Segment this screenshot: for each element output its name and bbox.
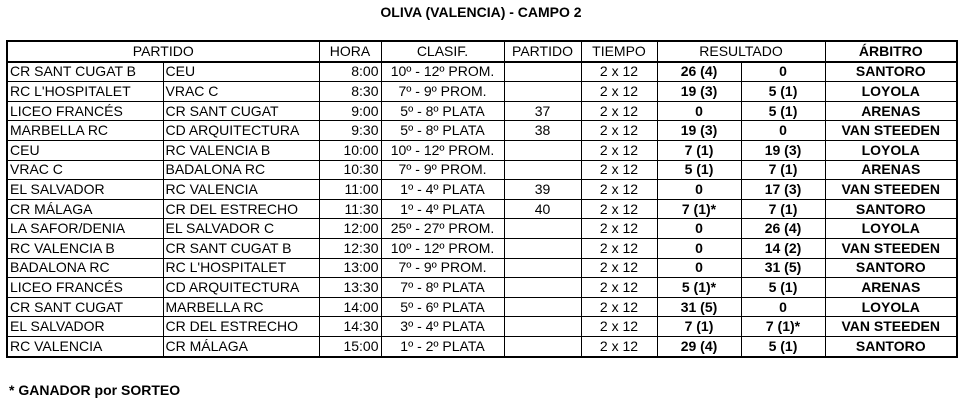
table-row: [7, 82, 957, 102]
arbitro-cell: SANTORO: [825, 258, 957, 278]
partido-num-cell: [504, 317, 581, 337]
team2-cell: EL SALVADOR C: [163, 219, 319, 239]
score1-cell: 26 (4): [657, 62, 741, 82]
team1-cell: BADALONA RC: [7, 258, 163, 278]
score1-cell: 0: [657, 101, 741, 121]
clasif-cell: 10º - 12º PROM.: [381, 62, 504, 82]
tiempo-cell: 2 x 12: [581, 219, 657, 239]
header-clasif: CLASIF.: [381, 41, 504, 62]
header-hora: HORA: [319, 41, 381, 62]
tiempo-cell: 2 x 12: [581, 82, 657, 102]
team2-cell: VRAC C: [163, 82, 319, 102]
tiempo-cell: 2 x 12: [581, 180, 657, 200]
header-partido: PARTIDO: [7, 41, 319, 62]
team1-cell: CEU: [7, 140, 163, 160]
team2-cell: CD ARQUITECTURA: [163, 278, 319, 298]
team2-cell: RC L'HOSPITALET: [163, 258, 319, 278]
header-tiempo: TIEMPO: [581, 41, 657, 62]
arbitro-cell: LOYOLA: [825, 219, 957, 239]
clasif-cell: 7º - 9º PROM.: [381, 258, 504, 278]
team2-cell: CR MÁLAGA: [163, 336, 319, 356]
partido-num-cell: [504, 258, 581, 278]
score2-cell: 0: [741, 297, 825, 317]
header-row: [7, 41, 957, 62]
partido-num-cell: [504, 297, 581, 317]
score2-cell: 7 (1): [741, 160, 825, 180]
clasif-cell: 7º - 9º PROM.: [381, 160, 504, 180]
table-row: [7, 336, 957, 356]
hora-cell: 10:00: [319, 140, 381, 160]
clasif-cell: 10º - 12º PROM.: [381, 238, 504, 258]
hora-cell: 12:00: [319, 219, 381, 239]
partido-num-cell: [504, 140, 581, 160]
header-arbitro: ÁRBITRO: [825, 41, 957, 62]
score1-cell: 0: [657, 180, 741, 200]
score1-cell: 7 (1)*: [657, 199, 741, 219]
tiempo-cell: 2 x 12: [581, 160, 657, 180]
tiempo-cell: 2 x 12: [581, 140, 657, 160]
clasif-cell: 5º - 8º PLATA: [381, 121, 504, 141]
score1-cell: 19 (3): [657, 82, 741, 102]
clasif-cell: 3º - 4º PLATA: [381, 317, 504, 337]
tiempo-cell: 2 x 12: [581, 238, 657, 258]
table-row: [7, 62, 957, 82]
partido-num-cell: [504, 82, 581, 102]
tiempo-cell: 2 x 12: [581, 317, 657, 337]
team1-cell: CR SANT CUGAT B: [7, 62, 163, 82]
header-partido-num: PARTIDO: [504, 41, 581, 62]
arbitro-cell: SANTORO: [825, 62, 957, 82]
tiempo-cell: 2 x 12: [581, 199, 657, 219]
team2-cell: RC VALENCIA B: [163, 140, 319, 160]
score2-cell: 0: [741, 121, 825, 141]
table-row: [7, 160, 957, 180]
arbitro-cell: SANTORO: [825, 336, 957, 356]
tiempo-cell: 2 x 12: [581, 62, 657, 82]
team1-cell: CR SANT CUGAT: [7, 297, 163, 317]
team2-cell: MARBELLA RC: [163, 297, 319, 317]
partido-num-cell: 39: [504, 180, 581, 200]
footnote: * GANADOR por SORTEO: [9, 382, 181, 398]
score1-cell: 7 (1): [657, 317, 741, 337]
team1-cell: EL SALVADOR: [7, 180, 163, 200]
score2-cell: 31 (5): [741, 258, 825, 278]
team2-cell: CR SANT CUGAT: [163, 101, 319, 121]
team1-cell: MARBELLA RC: [7, 121, 163, 141]
table-row: [7, 258, 957, 278]
hora-cell: 12:30: [319, 238, 381, 258]
tiempo-cell: 2 x 12: [581, 101, 657, 121]
team2-cell: CR SANT CUGAT B: [163, 238, 319, 258]
table-row: [7, 140, 957, 160]
clasif-cell: 7º - 9º PROM.: [381, 82, 504, 102]
hora-cell: 9:30: [319, 121, 381, 141]
hora-cell: 14:00: [319, 297, 381, 317]
table-row: [7, 180, 957, 200]
hora-cell: 10:30: [319, 160, 381, 180]
partido-num-cell: [504, 160, 581, 180]
score1-cell: 5 (1)*: [657, 278, 741, 298]
table-row: [7, 297, 957, 317]
arbitro-cell: LOYOLA: [825, 82, 957, 102]
score1-cell: 7 (1): [657, 140, 741, 160]
score1-cell: 0: [657, 219, 741, 239]
team1-cell: RC L'HOSPITALET: [7, 82, 163, 102]
hora-cell: 13:30: [319, 278, 381, 298]
tiempo-cell: 2 x 12: [581, 278, 657, 298]
table-row: [7, 238, 957, 258]
score2-cell: 26 (4): [741, 219, 825, 239]
hora-cell: 11:00: [319, 180, 381, 200]
partido-num-cell: 40: [504, 199, 581, 219]
tiempo-cell: 2 x 12: [581, 297, 657, 317]
hora-cell: 14:30: [319, 317, 381, 337]
arbitro-cell: VAN STEEDEN: [825, 317, 957, 337]
score1-cell: 29 (4): [657, 336, 741, 356]
page-title: OLIVA (VALENCIA) - CAMPO 2: [380, 4, 582, 20]
team2-cell: CR DEL ESTRECHO: [163, 317, 319, 337]
arbitro-cell: VAN STEEDEN: [825, 180, 957, 200]
arbitro-cell: ARENAS: [825, 101, 957, 121]
tiempo-cell: 2 x 12: [581, 258, 657, 278]
tiempo-cell: 2 x 12: [581, 336, 657, 356]
score1-cell: 31 (5): [657, 297, 741, 317]
arbitro-cell: ARENAS: [825, 278, 957, 298]
partido-num-cell: 38: [504, 121, 581, 141]
table-row: [7, 219, 957, 239]
score2-cell: 5 (1): [741, 278, 825, 298]
team1-cell: LA SAFOR/DENIA: [7, 219, 163, 239]
clasif-cell: 1º - 4º PLATA: [381, 180, 504, 200]
schedule-table: [6, 40, 958, 358]
team1-cell: LICEO FRANCÉS: [7, 278, 163, 298]
arbitro-cell: LOYOLA: [825, 297, 957, 317]
arbitro-cell: LOYOLA: [825, 140, 957, 160]
score2-cell: 17 (3): [741, 180, 825, 200]
partido-num-cell: [504, 278, 581, 298]
team2-cell: RC VALENCIA: [163, 180, 319, 200]
table-row: [7, 121, 957, 141]
score2-cell: 0: [741, 62, 825, 82]
team2-cell: CEU: [163, 62, 319, 82]
clasif-cell: 7º - 8º PLATA: [381, 278, 504, 298]
score1-cell: 0: [657, 258, 741, 278]
clasif-cell: 5º - 8º PLATA: [381, 101, 504, 121]
table-row: [7, 317, 957, 337]
team1-cell: RC VALENCIA: [7, 336, 163, 356]
team1-cell: RC VALENCIA B: [7, 238, 163, 258]
score1-cell: 0: [657, 238, 741, 258]
score1-cell: 5 (1): [657, 160, 741, 180]
partido-num-cell: [504, 238, 581, 258]
score2-cell: 5 (1): [741, 336, 825, 356]
clasif-cell: 1º - 2º PLATA: [381, 336, 504, 356]
arbitro-cell: VAN STEEDEN: [825, 238, 957, 258]
team2-cell: CD ARQUITECTURA: [163, 121, 319, 141]
arbitro-cell: ARENAS: [825, 160, 957, 180]
tiempo-cell: 2 x 12: [581, 121, 657, 141]
score2-cell: 7 (1): [741, 199, 825, 219]
arbitro-cell: VAN STEEDEN: [825, 121, 957, 141]
score2-cell: 5 (1): [741, 82, 825, 102]
hora-cell: 8:30: [319, 82, 381, 102]
score2-cell: 19 (3): [741, 140, 825, 160]
hora-cell: 13:00: [319, 258, 381, 278]
team1-cell: EL SALVADOR: [7, 317, 163, 337]
arbitro-cell: SANTORO: [825, 199, 957, 219]
team1-cell: LICEO FRANCÉS: [7, 101, 163, 121]
score2-cell: 7 (1)*: [741, 317, 825, 337]
clasif-cell: 1º - 4º PLATA: [381, 199, 504, 219]
team2-cell: CR DEL ESTRECHO: [163, 199, 319, 219]
clasif-cell: 5º - 6º PLATA: [381, 297, 504, 317]
table-row: [7, 278, 957, 298]
partido-num-cell: [504, 219, 581, 239]
table-row: [7, 199, 957, 219]
team1-cell: VRAC C: [7, 160, 163, 180]
partido-num-cell: 37: [504, 101, 581, 121]
clasif-cell: 25º - 27º PROM.: [381, 219, 504, 239]
partido-num-cell: [504, 62, 581, 82]
partido-num-cell: [504, 336, 581, 356]
team2-cell: BADALONA RC: [163, 160, 319, 180]
header-resultado: RESULTADO: [657, 41, 825, 62]
score2-cell: 14 (2): [741, 238, 825, 258]
hora-cell: 9:00: [319, 101, 381, 121]
hora-cell: 15:00: [319, 336, 381, 356]
hora-cell: 8:00: [319, 62, 381, 82]
clasif-cell: 10º - 12º PROM.: [381, 140, 504, 160]
score1-cell: 19 (3): [657, 121, 741, 141]
hora-cell: 11:30: [319, 199, 381, 219]
score2-cell: 5 (1): [741, 101, 825, 121]
team1-cell: CR MÁLAGA: [7, 199, 163, 219]
table-row: [7, 101, 957, 121]
